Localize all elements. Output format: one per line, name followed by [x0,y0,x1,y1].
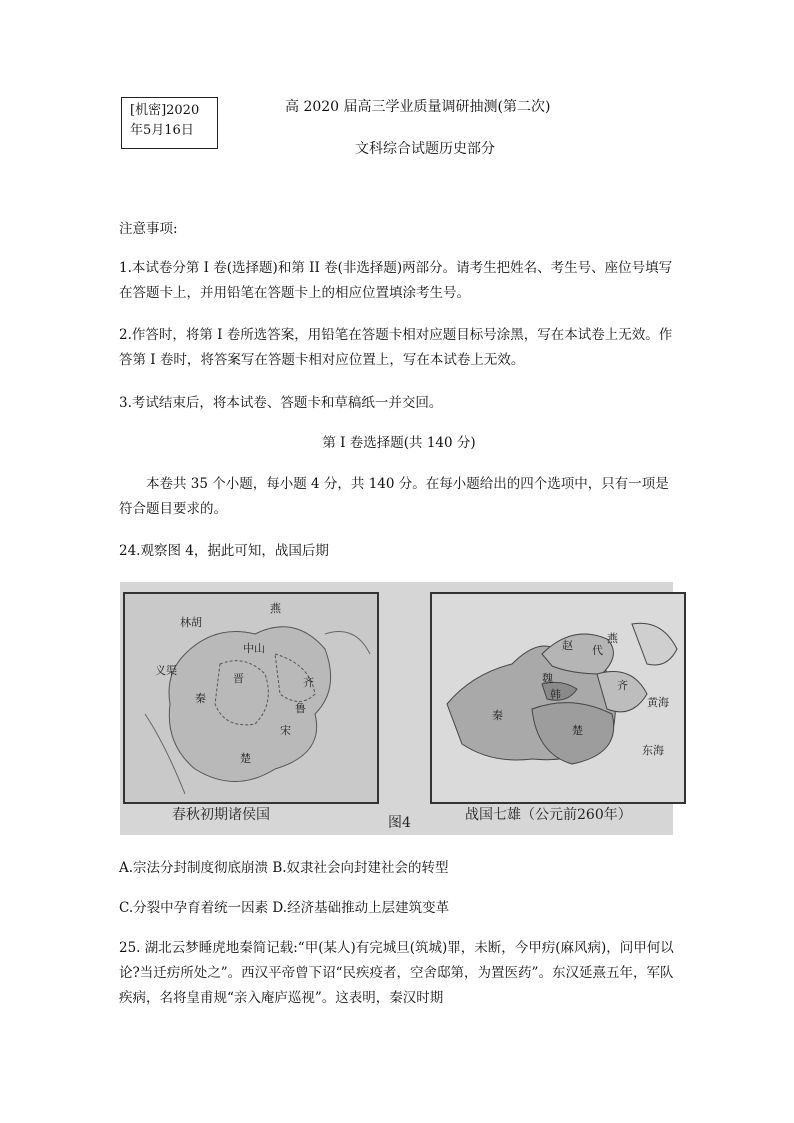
spring-autumn-map-drawing [125,594,377,802]
warring-states-map-drawing [432,594,684,802]
note-item-3: 3.考试结束后，将本试卷、答题卡和草稿纸一并交回。 [119,395,443,411]
map-label-song: 宋 [280,724,291,737]
map-label-yan: 燕 [270,602,281,615]
map-label-qi: 齐 [303,676,314,689]
spring-autumn-map [123,592,379,804]
map-label-chu: 楚 [240,752,251,765]
map-label-yellow-sea: 黄海 [647,696,669,709]
map-label-qi-ws: 齐 [617,679,628,692]
map-label-east-sea: 东海 [642,744,664,757]
question-24-options-cd: C.分裂中孕育着统一因素 D.经济基础推动上层建筑变革 [119,900,450,916]
figure-label: 图4 [388,815,411,831]
note-item-2: 2.作答时，将第 I 卷所选答案，用铅笔在答题卡相对应题目标号涂黑，写在本试卷上无效。作答第 I 卷时，将答案写在答题卡相对应位置上，写在本试卷上无效。 [119,327,673,368]
warring-states-map [430,592,686,804]
map-label-dai: 代 [592,644,603,657]
notes-heading: 注意事项: [119,221,178,237]
map-label-jin: 晋 [233,672,244,685]
map-label-qin: 秦 [195,692,206,705]
question-24-stem: 24.观察图 4，据此可知，战国后期 [119,543,329,559]
map-label-qin-ws: 秦 [492,709,503,722]
map-label-wei: 魏 [542,672,553,685]
note-item-1: 1.本试卷分第 I 卷(选择题)和第 II 卷(非选择题)两部分。请考生把姓名、考生号、座位号填写在答题卡上，并用铅笔在答题卡上的相应位置填涂考生号。 [119,260,673,301]
stamp-line-1: [机密]2020 [130,103,200,118]
map-label-chu-ws: 楚 [572,724,583,737]
map-label-zhao: 赵 [562,639,573,652]
exam-subtitle: 文科综合试题历史部分 [355,141,495,157]
map-label-zhongshan: 中山 [243,642,265,655]
map-label-yiqu: 义渠 [155,664,177,677]
section-title: 第 I 卷选择题(共 140 分) [322,435,476,451]
map-label-han: 韩 [550,688,561,701]
figure-4 [120,582,673,835]
confidential-stamp [121,97,218,149]
stamp-line-2: 年5月16日 [130,123,194,138]
map-label-yan-ws: 燕 [607,632,618,645]
question-24-options-ab: A.宗法分封制度彻底崩溃 B.奴隶社会向封建社会的转型 [119,860,449,876]
map-label-lu: 鲁 [295,702,306,715]
left-map-caption: 春秋初期诸侯国 [172,807,270,823]
right-map-caption: 战国七雄（公元前260年） [465,807,632,823]
map-label-linhu: 林胡 [180,616,202,629]
section-intro: 本卷共 35 个小题，每小题 4 分，共 140 分。在每小题给出的四个选项中，只有一项是符合题目要求的。 [119,476,669,517]
question-25-stem: 25. 湖北云梦睡虎地秦简记载:“甲(某人)有完城旦(筑城)罪，未断，今甲疠(麻风病)，问甲何以论?当迁疠所处之”。西汉平帝曾下诏“民疾疫者，空舍邸第，为置医药”。东汉延熹五年，军队疾病，名将皇甫规“亲入庵庐巡视”。这表明，秦汉时期 [119,940,674,1006]
exam-title: 高 2020 届高三学业质量调研抽测(第二次) [285,99,551,115]
